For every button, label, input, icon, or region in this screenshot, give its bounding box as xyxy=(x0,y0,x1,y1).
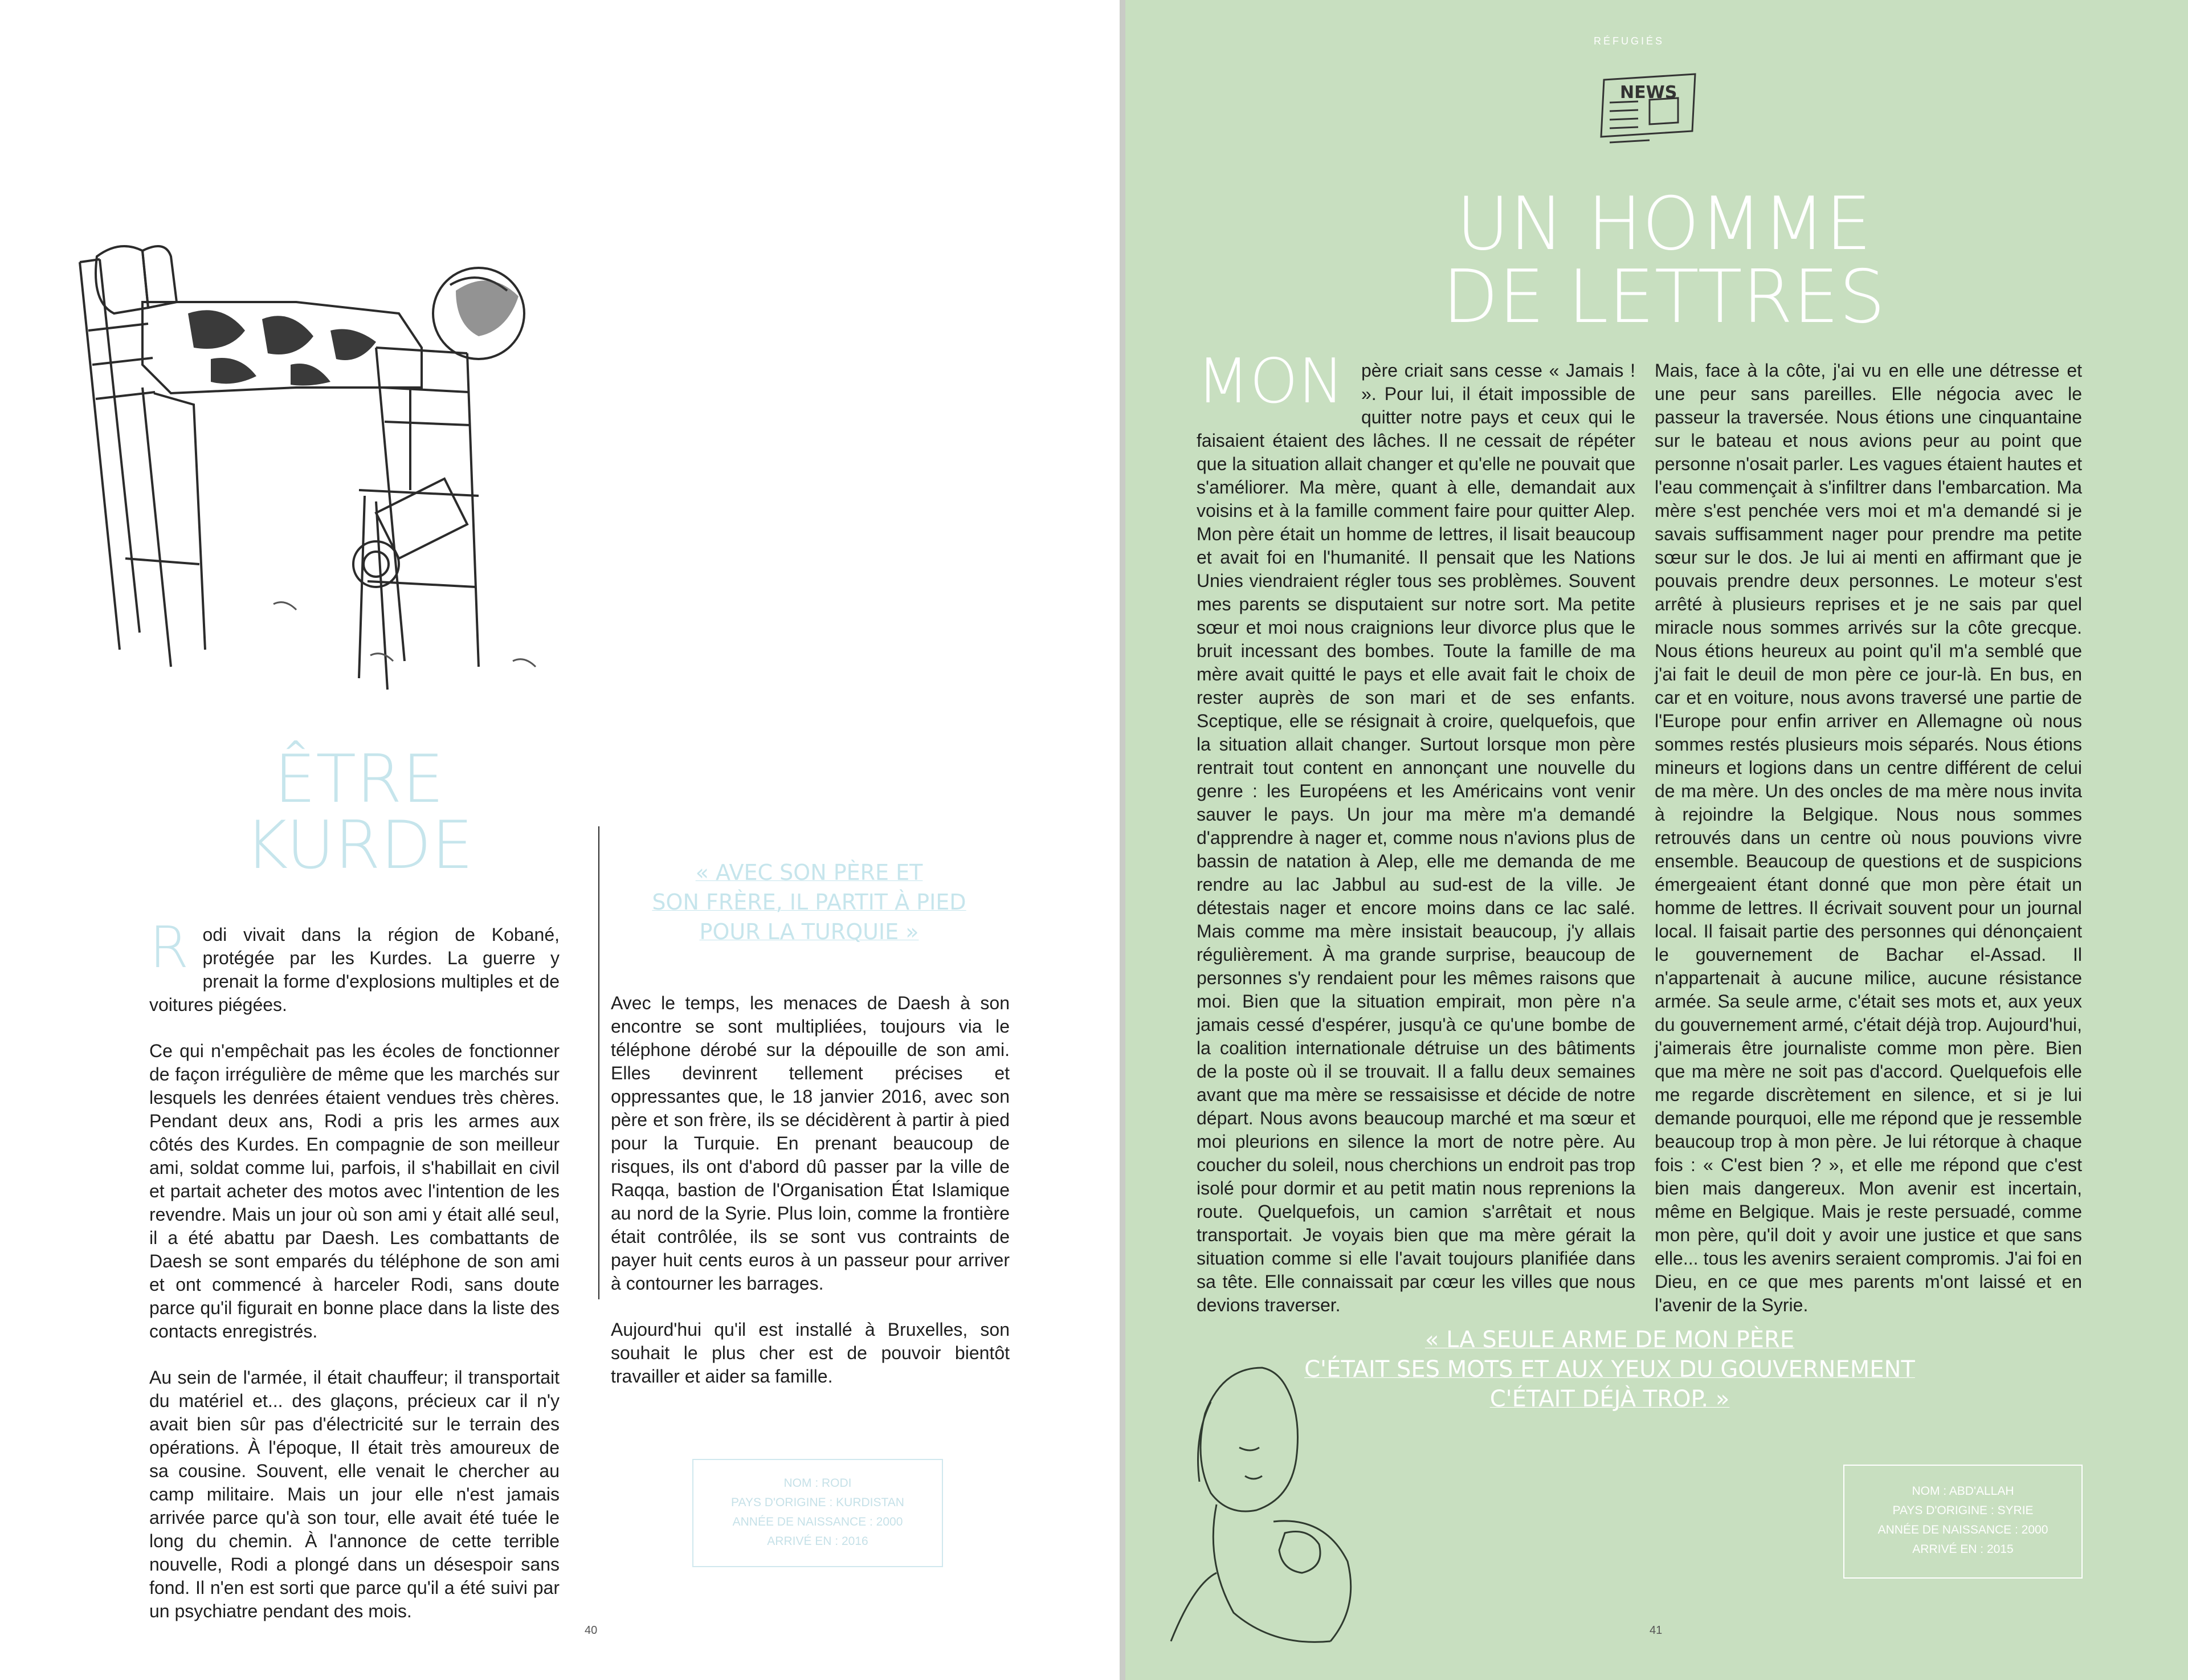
quote-line-1: « AVEC SON PÈRE ET xyxy=(695,860,923,885)
book-gutter xyxy=(1120,0,1125,1680)
info-box-left xyxy=(692,1459,943,1567)
pull-quote-right xyxy=(1296,1325,1923,1414)
pull-quote-left xyxy=(615,858,1003,947)
quote-line-2: SON FRÈRE, IL PARTIT À PIED xyxy=(652,890,966,915)
right-column-1 xyxy=(1197,346,1635,1340)
title-line-1: ÊTRE xyxy=(274,741,444,818)
right-column-2 xyxy=(1655,359,2082,1340)
paragraph-5: Aujourd'hui qu'il est installé à Bruxelles, son souhait le plus cher est de pouvoir bientôt travailler et aider sa famille. xyxy=(611,1319,1010,1387)
info-birth-year: ANNÉE DE NAISSANCE : 2000 xyxy=(1877,1523,2048,1536)
title-line-1: UN HOMME xyxy=(1456,182,1872,267)
info-country: PAYS D'ORIGINE : SYRIE xyxy=(1892,1504,2034,1517)
running-head: RÉFUGIÉS xyxy=(1594,35,1665,47)
quote-line-3: POUR LA TURQUIE » xyxy=(699,919,919,944)
article-title-left xyxy=(217,741,501,884)
left-column-2 xyxy=(611,992,1010,1411)
paragraph-3: Au sein de l'armée, il était chauffeur; il transportait du matériel et... des glaçons, précieux car il n'y avait bien sûr pas d'électricité sur le terrain des opérations. À l'époque, Il était très amoureux de sa cousine. Souvent, elle venait le chercher au camp militaire. Mais un jour elle n'est jamais arrivée parce qu'à son tour, elle avait été tuée le long du chemin. À l'annonce de cette terrible nouvelle, Rodi a plongé dans un désespoir sans fond. Il n'en est sorti que parce qu'il a été suivi par un psychiatre pendant des mois. xyxy=(149,1367,560,1621)
page-number-right: 41 xyxy=(1650,1624,1663,1637)
col1-text: père criait sans cesse « Jamais ! ». Pour lui, il était impossible de quitter notre pays et ceux qui le faisaient étaient des lâches. Il ne cessait de répéter que la situation allait changer et qu'elle ne pouvait que s'améliorer. Ma mère, quant à elle, demandait aux voisins et à la famille comment faire pour quitter Alep. Mon père était un homme de lettres, il lisait beaucoup et avait foi en l'humanité. Il pensait que les Nations Unies viendraient régler tous ses problèmes. Souvent mes parents se disputaient sur notre sort. Ma petite sœur et moi nous craignions leur divorce plus que le bruit incessant des bombes. Toute la famille de ma mère avait quitté le pays et elle avait fait le choix de rester auprès de son mari et de ses enfants. Sceptique, elle se résignait à croire, quelquefois, que la situation allait changer. Surtout lorsque mon père rentrait tout content en annonçant une nouvelle du genre : les Européens et les Américains vont venir sauver le pays. Un jour ma mère m'a demandé d'apprendre à nager et, comme nous n'avions plus de bassin de natation à Alep, elle me demanda de me rendre au lac Jabbul au sud-est de la ville. Je détestais nager et encore moins dans ce lac salé. Mais comme ma mère insistait beaucoup, j'y allais régulièrement. À ma grande surprise, beaucoup de personnes s'y rendaient pour les mêmes raisons que moi. Bien que la situation empirait, mon père n'a jamais cessé d'espérer, jusqu'à ce qu'une bombe de la coalition internationale détruise un des bâtiments de la poste où il se trouvait. Il a fallu deux semaines avant que ma mère se ressaisisse et décide de notre départ. Nous avons beaucoup marché et ma sœur et moi pleurions en silence la mort de notre père. Au coucher du soleil, nous cherchions un endroit pas trop isolé pour dormir et au petit matin nous reprenions la route. Quelquefois, un camion s'arrêtait et nous transportait. Je voyais bien que ma mère gérait la situation comme si elle l'avait toujours planifiée dans sa tête. Elle connaissait par cœur les villes que nous devions traverser. xyxy=(1197,360,1635,1315)
paragraph-2: Ce qui n'empêchait pas les écoles de fonctionner de façon irrégulière de même que les marchés sur lesquels les denrées étaient vendues très chères. Pendant deux ans, Rodi a pris les armes aux côtés des Kurdes. En compagnie de son meilleur ami, soldat comme lui, parfois, il s'habillait en civil et partait acheter des motos avec l'intention de les revendre. Mais un jour où son ami y était allé seul, il a été abattu par Daesh. Les combattants de Daesh se sont emparés du téléphone de son ami et ont commencé à harceler Rodi, sans doute parce qu'il figurait en bonne place dans la liste des contacts enregistrés. xyxy=(149,1041,560,1341)
info-country: PAYS D'ORIGINE : KURDISTAN xyxy=(731,1496,904,1509)
quote-line-3: C'ÉTAIT DÉJÀ TROP. » xyxy=(1489,1386,1730,1412)
info-name: NOM : ABD'ALLAH xyxy=(1912,1485,2014,1498)
illustration-man-on-chairs xyxy=(57,217,661,729)
paragraph-4: Avec le temps, les menaces de Daesh à son encontre se sont multipliées, toujours via le téléphone dérobé sur la dépouille de son ami. Elles devinrent tellement précises et oppressantes que, le 18 janvier 2016, avec son père et son frère, ils se décidèrent à partir à pied pour la Turquie. En prenant beaucoup de risques, ils ont d'abord dû passer par la ville de Raqqa, bastion de l'Organisation État Islamique au nord de la Syrie. Plus loin, comme la frontière était contrôlée, ils se sont vus contraints de payer huit cents euros à un passeur pour arriver à contourner les barrages. xyxy=(611,993,1010,1294)
intro-paragraph xyxy=(149,914,560,1017)
news-label: NEWS xyxy=(1620,83,1677,103)
info-name: NOM : RODI xyxy=(783,1477,852,1490)
dropcap: R xyxy=(149,914,189,981)
para1-text: odi vivait dans la région de Kobané, protégée par les Kurdes. La guerre y prenait la forme d'explosions multiples et de voitures piégées. xyxy=(149,924,560,1015)
article-title-right xyxy=(1413,182,1914,340)
info-arrival: ARRIVÉ EN : 2016 xyxy=(767,1535,868,1548)
left-column-1 xyxy=(149,914,560,1646)
right-page xyxy=(1125,0,2188,1680)
info-box-right xyxy=(1843,1465,2083,1579)
title-line-2: DE LETTRES xyxy=(1442,255,1885,340)
quote-line-2: C'ÉTAIT SES MOTS ET AUX YEUX DU GOUVERNEMENT xyxy=(1304,1356,1915,1383)
quote-line-1: « LA SEULE ARME DE MON PÈRE xyxy=(1424,1327,1795,1353)
info-birth-year: ANNÉE DE NAISSANCE : 2000 xyxy=(732,1515,903,1528)
column-divider xyxy=(598,826,599,1299)
story-part-2: Mais, face à la côte, j'ai vu en elle une détresse et une peur sans pareilles. Elle négocia avec le passeur la traversée. Nous étions une cinquantaine sur le bateau et nous avions peur au point que personne n'osait parler. Les vagues étaient hautes et l'eau commençait à s'infiltrer dans l'embarcation. Ma mère s'est penchée vers moi et m'a demandé si je savais suffisamment nager pour prendre ma petite sœur sur le dos. Je lui ai menti en affirmant que je pouvais prendre deux personnes. Le moteur s'est arrêté à plusieurs reprises et je ne sais par quel miracle nous sommes arrivés sur la côte grecque. Nous étions heureux au point qu'il m'a semblé que j'ai fait le deuil de mon père ce jour-là. En bus, en car et en voiture, nous avons traversé une partie de l'Europe pour enfin arriver en Allemagne où nous sommes restés plusieurs mois séparés. Nous étions mineurs et logions dans un centre différent de celui de ma mère. Un des oncles de ma mère nous invita à rejoindre la Belgique. Nous nous sommes retrouvés dans un centre où nous pouvions vivre ensemble. Beaucoup de questions et de suspicions émergeaient étant donné que mon père était un homme de lettres. Il écrivait souvent pour un journal local. Il faisait partie des personnes qui dénonçaient le gouvernement de Bachar el-Assad. Il n'appartenait à aucune milice, aucune résistance armée. Sa seule arme, c'était ses mots et, aux yeux du gouvernement armé, c'était déjà trop. Aujourd'hui, j'aimerais être journaliste comme mon père. Bien que ma mère ne soit pas d'accord. Quelquefois elle me regarde discrètement en silence, et si je lui demande pourquoi, elle me répond que je ressemble beaucoup trop à mon père. Je lui rétorque à chaque fois : « C'est bien ? », et elle me répond que c'est bien mais dangereux. Mon avenir est incertain, même en Belgique. Mais je reste persuadé, comme mon père, qu'il doit y avoir une justice et que sans elle... tous les avenirs seraient compromis. J'ai foi en Dieu, en ce que mes parents m'ont laissé et en l'avenir de la Syrie. xyxy=(1655,360,2082,1315)
info-arrival: ARRIVÉ EN : 2015 xyxy=(1912,1543,2014,1556)
page-number-left: 40 xyxy=(585,1624,598,1637)
story-part-1 xyxy=(1197,346,1635,1317)
title-line-2: KURDE xyxy=(244,807,473,884)
dropcap-word: MON xyxy=(1197,346,1344,417)
newspaper-icon xyxy=(1593,68,1707,148)
